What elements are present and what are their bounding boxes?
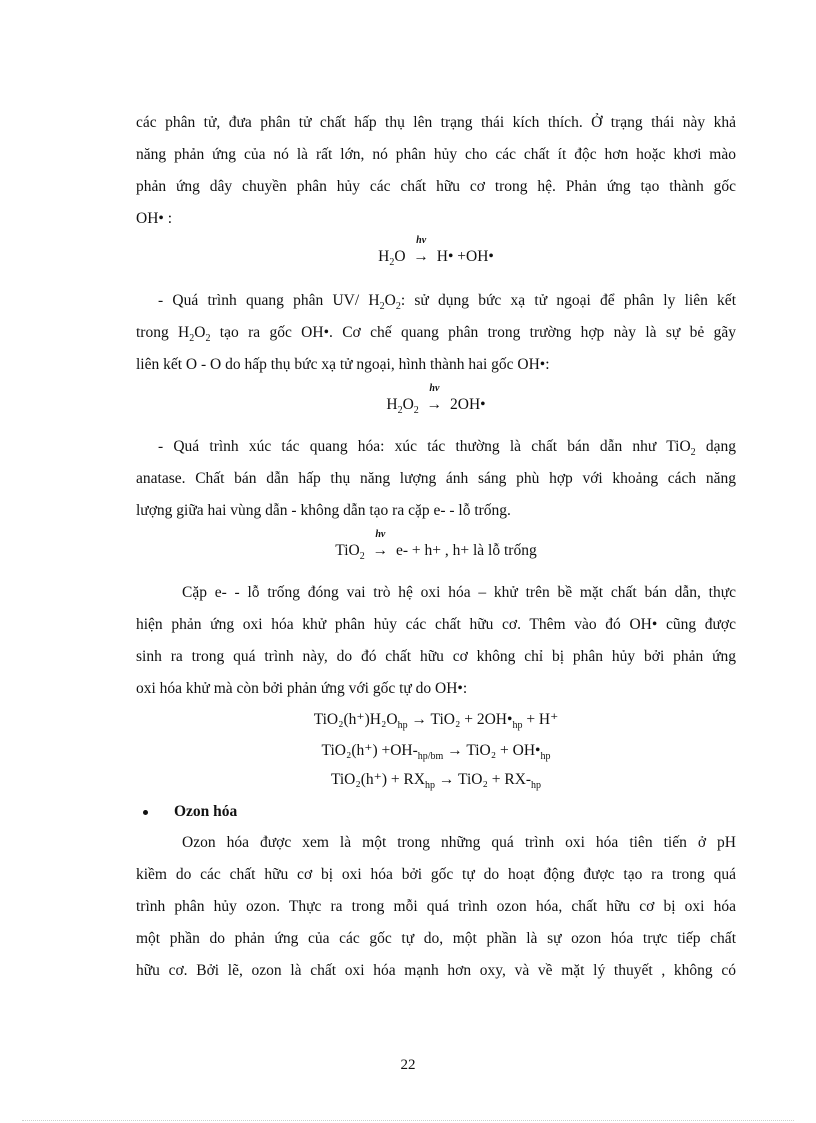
eq-part: + H⁺ [522, 711, 559, 728]
arrow-glyph: → [413, 248, 429, 265]
arrow-glyph: → [426, 396, 443, 413]
text-line: trình phân hủy ozon. Thực ra trong mỗi quá trình ozon hóa, chất hữu cơ bị oxi hóa [136, 898, 736, 915]
text-line: các phân tử, đưa phân tử chất hấp thụ lên trạng thái kích thích. Ở trạng thái này khả [136, 114, 736, 131]
eq-part: TiO₂ + 2OH• [430, 711, 513, 728]
text-seg: O [384, 292, 396, 309]
eq-part: TiO₂(h⁺) + RX [330, 771, 426, 788]
text-line [136, 827, 736, 859]
paragraph-photolysis-intro [136, 107, 736, 235]
text-seg: : sử dụng bức xạ tử ngoại để phân ly liên kết [400, 292, 736, 309]
eq-part: H [378, 248, 390, 265]
equation-h2o2-photolysis [136, 383, 736, 417]
text-line: lượng giữa hai vùng dẫn - không dẫn tạo ra cặp e- - lỗ trống. [136, 502, 511, 519]
eq-subscript: 2 [379, 301, 385, 313]
paragraph-photocatalysis [136, 431, 736, 527]
page-number: 22 [400, 1057, 416, 1073]
eq-part: O [402, 396, 414, 413]
text-line: hữu cơ. Bởi lẽ, ozon là chất oxi hóa mạnh hơn oxy, và về mặt lý thuyết , không có [136, 962, 736, 979]
eq-subscript: 2 [690, 447, 696, 459]
text-line: hiện phản ứng oxi hóa khử phân hủy các chất hữu cơ. Thêm vào đó OH• cũng được [136, 616, 736, 633]
text-line: năng phản ứng của nó là rất lớn, nó phân hủy cho các chất ít độc hơn hoặc khơi mào [136, 146, 736, 163]
eq-subscript: 2 [413, 405, 419, 417]
eq-part: 2OH• [450, 396, 486, 413]
eq-subscript: hp [397, 720, 408, 732]
eq-subscript: hp [512, 720, 523, 732]
eq-part: H• +OH• [436, 248, 494, 265]
hv-label: hv [429, 383, 440, 394]
eq-subscript: 2 [359, 551, 365, 563]
equation-tio2-water [136, 710, 736, 731]
eq-part: TiO₂ + RX- [458, 771, 532, 788]
eq-part: TiO₂ + OH• [466, 742, 541, 759]
page-bottom-divider [22, 1120, 794, 1121]
heading-text: Ozon hóa [174, 803, 238, 820]
eq-subscript: hp [540, 751, 551, 763]
arrow-glyph: → [447, 742, 463, 759]
reaction-arrow [369, 529, 393, 560]
text-seg: Cặp e- - lỗ trống đóng vai trò hệ oxi hóa – khử trên bề mặt chất bán dẫn, thực [182, 584, 736, 601]
eq-part: H [386, 396, 398, 413]
text-seg: - Quá trình quang phân UV/ H [158, 292, 380, 309]
eq-subscript: hp [425, 780, 436, 792]
text-seg: - Quá trình xúc tác quang hóa: xúc tác thường là chất bán dẫn như TiO [158, 438, 691, 455]
text-seg: trong H [136, 324, 190, 341]
eq-part: O [394, 248, 406, 265]
eq-subscript: hp [531, 780, 542, 792]
arrow-glyph: → [372, 542, 389, 559]
equation-tio2-hydroxide [136, 741, 736, 762]
text-seg: O [194, 324, 206, 341]
eq-part: TiO₂(h⁺)H₂O [313, 711, 398, 728]
paragraph-uv-h2o2 [136, 285, 736, 381]
text-line: OH• : [136, 210, 172, 227]
text-line: phản ứng dây chuyền phân hủy các chất hữu cơ trong hệ. Phản ứng tạo thành gốc [136, 178, 736, 195]
text-line: liên kết O - O do hấp thụ bức xạ tử ngoại, hình thành hai gốc OH•: [136, 356, 550, 373]
section-heading-ozonation [143, 798, 237, 826]
eq-part: e- + h+ , h+ là lỗ trống [395, 542, 537, 559]
equation-water-photolysis [136, 235, 736, 269]
hv-label: hv [375, 529, 386, 540]
text-line: sinh ra trong quá trình này, do đó chất hữu cơ không chỉ bị phân hủy bởi phản ứng [136, 648, 736, 665]
eq-subscript: 2 [189, 333, 195, 345]
text-line: anatase. Chất bán dẫn hấp thụ năng lượng ánh sáng phù hợp với khoảng cách năng [136, 470, 736, 487]
eq-subscript: 2 [395, 301, 401, 313]
eq-part: TiO₂(h⁺) +OH- [321, 742, 418, 759]
eq-subscript: 2 [205, 333, 211, 345]
text-line: một phần do phản ứng của các gốc tự do, một phần là sự ozon hóa trực tiếp chất [136, 930, 736, 947]
text-line: kiềm do các chất hữu cơ bị oxi hóa bởi gốc tự do hoạt động được tạo ra trong quá [136, 866, 736, 883]
text-line [136, 577, 736, 609]
equation-tio2-excitation [136, 529, 736, 563]
reaction-arrow [423, 383, 447, 414]
equation-tio2-rx [136, 770, 736, 791]
eq-part: TiO [335, 542, 360, 559]
arrow-glyph: → [438, 771, 455, 788]
paragraph-electron-hole [136, 577, 736, 705]
text-line [136, 285, 736, 317]
paragraph-ozonation [136, 827, 736, 987]
text-seg: dạng [695, 438, 736, 455]
hv-label: hv [416, 235, 427, 246]
reaction-arrow [409, 235, 433, 266]
bullet-icon [143, 810, 148, 815]
eq-subscript: 2 [389, 257, 395, 269]
eq-subscript: 2 [397, 405, 403, 417]
text-line: oxi hóa khử mà còn bởi phản ứng với gốc tự do OH•: [136, 680, 468, 697]
text-seg: tạo ra gốc OH•. Cơ chế quang phân trong trường hợp này là sự bẻ gãy [210, 324, 736, 341]
text-seg: Ozon hóa được xem là một trong những quá trình oxi hóa tiên tiến ở pH [182, 834, 736, 851]
text-line [136, 317, 736, 349]
eq-subscript: hp/bm [417, 751, 444, 763]
text-line [136, 431, 736, 463]
arrow-glyph: → [411, 711, 427, 728]
